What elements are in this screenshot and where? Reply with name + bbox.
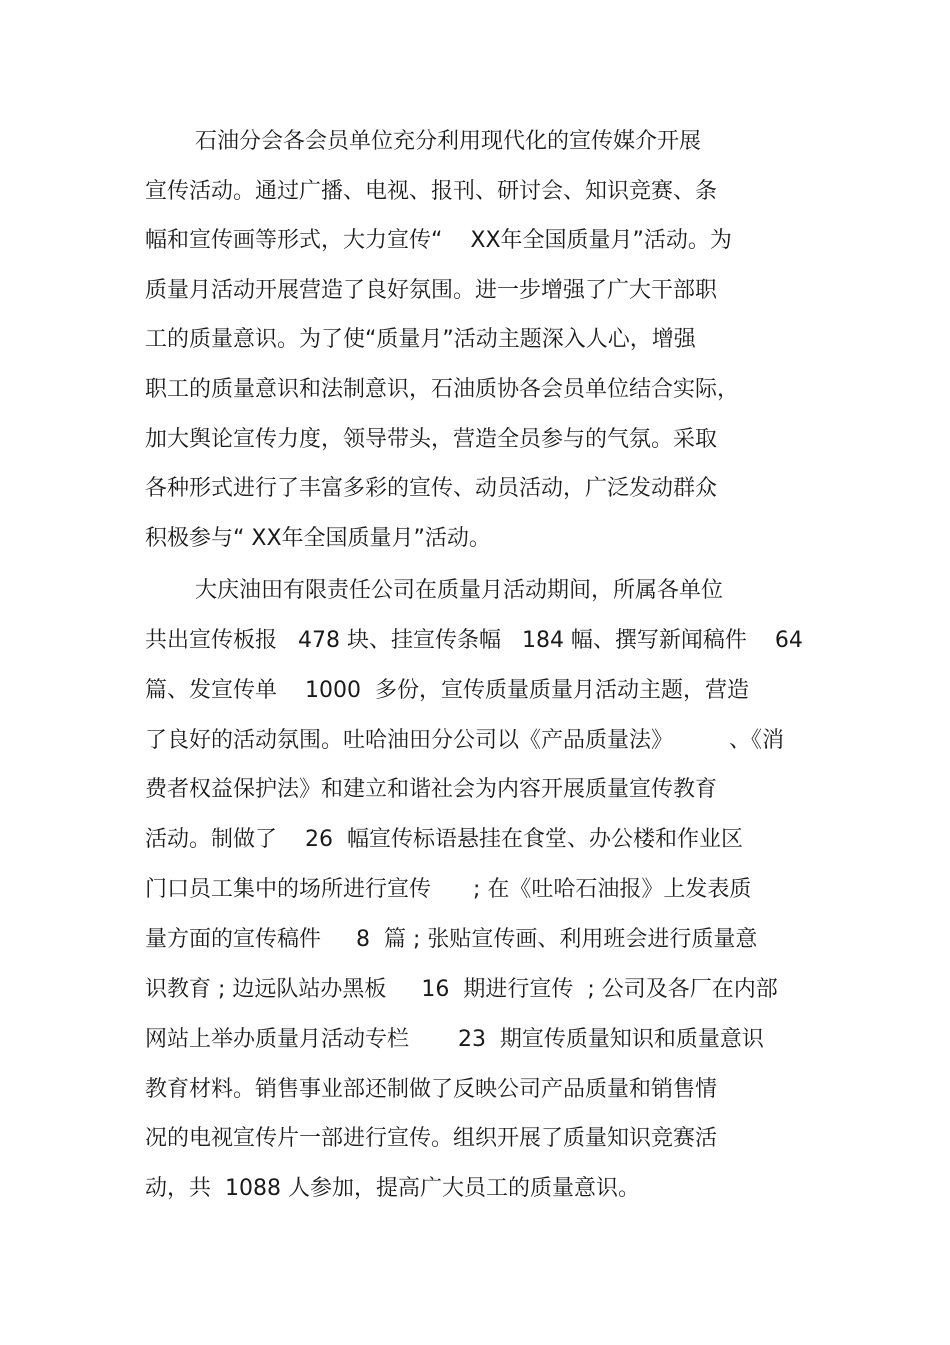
- paragraph-line: 职工的质量意识和法制意识，石油质协各会员单位结合实际，: [145, 377, 740, 402]
- paragraph-line: 各种形式进行了丰富多彩的宣传、动员活动，广泛发动群众: [145, 476, 718, 501]
- paragraph-line: 识教育 ; 边远队站办黑板 16 期进行宣传 ; 公司及各厂在内部: [145, 977, 778, 1002]
- paragraph-line: 门口员工集中的场所进行宣传 ; 在《吐哈石油报》上发表质: [145, 877, 752, 902]
- paragraph-line: 量方面的宣传稿件 8 篇 ; 张贴宣传画、利用班会进行质量意: [145, 927, 758, 952]
- paragraph-line: 网站上举办质量月活动专栏 23 期宣传质量知识和质量意识: [145, 1027, 764, 1052]
- paragraph-line: 况的电视宣传片一部进行宣传。组织开展了质量知识竞赛活: [145, 1126, 718, 1151]
- paragraph-line: 教育材料。销售事业部还制做了反映公司产品质量和销售情: [145, 1077, 718, 1102]
- paragraph-line: 共出宣传板报 478 块、挂宣传条幅 184 幅、撰写新闻稿件 64: [145, 628, 803, 653]
- paragraph-line: 费者权益保护法》和建立和谐社会为内容开展质量宣传教育: [145, 777, 718, 802]
- paragraph-line: 动，共 1088 人参加，提高广大员工的质量意识。: [145, 1176, 640, 1201]
- paragraph-line: 宣传活动。通过广播、电视、报刊、研讨会、知识竞赛、条: [145, 179, 718, 204]
- paragraph-line: 石油分会各会员单位充分利用现代化的宣传媒介开展: [195, 129, 702, 154]
- paragraph-line: 加大舆论宣传力度，领导带头，营造全员参与的气氛。采取: [145, 427, 718, 452]
- paragraph-line: 工的质量意识。为了使“质量月”活动主题深入人心，增强: [145, 327, 696, 352]
- paragraph-line: 积极参与“ XX年全国质量月”活动。: [145, 526, 491, 551]
- paragraph-line: 大庆油田有限责任公司在质量月活动期间，所属各单位: [195, 578, 724, 603]
- paragraph-line: 活动。制做了 26 幅宣传标语悬挂在食堂、办公楼和作业区: [145, 827, 743, 852]
- paragraph-line: 了良好的活动氛围。吐哈油田分公司以《产品质量法》 、《消: [145, 728, 784, 753]
- paragraph-line: 质量月活动开展营造了良好氛围。进一步增强了广大干部职: [145, 278, 718, 303]
- paragraph-line: 篇、发宣传单 1000 多份，宣传质量质量月活动主题，营造: [145, 678, 749, 703]
- paragraph-line: 幅和宣传画等形式，大力宣传“ XX年全国质量月”活动。为: [145, 228, 732, 253]
